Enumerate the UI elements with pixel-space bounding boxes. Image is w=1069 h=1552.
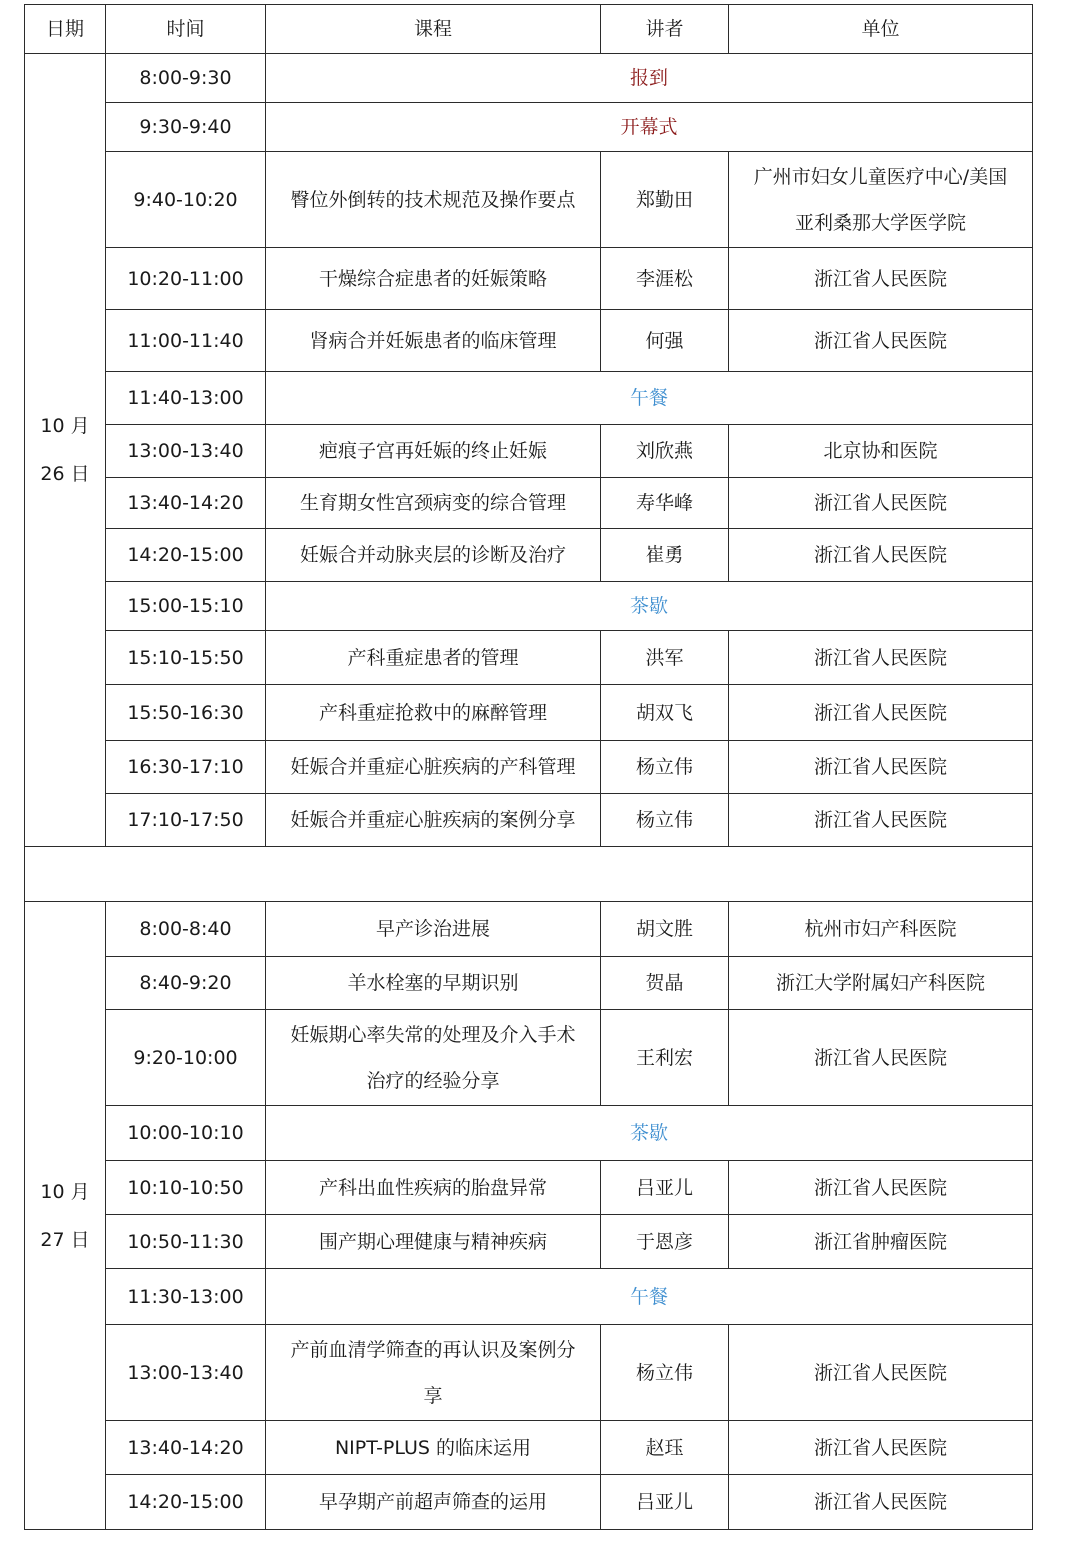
table-row [25,425,1033,478]
date-day: 26 日 [40,463,90,485]
unit-cell: 浙江省人民医院 [729,1325,1033,1421]
unit-cell: 浙江省人民医院 [729,741,1033,794]
unit-cell: 北京协和医院 [729,425,1033,478]
table-row [25,248,1033,310]
unit-cell: 浙江大学附属妇产科医院 [729,957,1033,1010]
table-row [25,1106,1033,1161]
course-cell: 臀位外倒转的技术规范及操作要点 [266,152,601,248]
table-row [25,152,1033,248]
unit-cell: 浙江省人民医院 [729,310,1033,372]
header-unit: 单位 [729,5,1033,54]
schedule-table [24,4,1033,1530]
table-row [25,54,1033,103]
time-cell: 15:00-15:10 [106,582,266,631]
course-cell: 羊水栓塞的早期识别 [266,957,601,1010]
course-cell: 早孕期产前超声筛查的运用 [266,1475,601,1530]
speaker-cell: 胡双飞 [601,685,729,741]
table-row [25,1161,1033,1215]
time-cell: 8:00-9:30 [106,54,266,103]
speaker-cell: 赵珏 [601,1421,729,1475]
unit-cell: 浙江省人民医院 [729,631,1033,685]
time-cell: 10:00-10:10 [106,1106,266,1161]
unit-cell: 浙江省人民医院 [729,1475,1033,1530]
unit-line: 广州市妇女儿童医疗中心/美国 [753,165,1008,188]
time-cell: 13:00-13:40 [106,425,266,478]
course-cell: 干燥综合症患者的妊娠策略 [266,248,601,310]
speaker-cell: 何强 [601,310,729,372]
speaker-cell: 杨立伟 [601,794,729,847]
unit-cell: 浙江省人民医院 [729,1010,1033,1106]
table-row [25,529,1033,582]
speaker-cell: 刘欣燕 [601,425,729,478]
time-cell: 10:20-11:00 [106,248,266,310]
speaker-cell: 于恩彦 [601,1215,729,1269]
course-cell: 妊娠合并重症心脏疾病的产科管理 [266,741,601,794]
course-line: 治疗的经验分享 [366,1069,500,1092]
header-course: 课程 [266,5,601,54]
date-cell-day2 [25,902,106,1530]
spacer-row [25,847,1033,902]
table-row [25,1010,1033,1106]
course-line: 享 [423,1384,443,1407]
course-cell: 妊娠合并重症心脏疾病的案例分享 [266,794,601,847]
table-row [25,685,1033,741]
unit-cell: 浙江省人民医院 [729,478,1033,529]
time-cell: 9:40-10:20 [106,152,266,248]
date-day: 27 日 [40,1228,90,1251]
table-row [25,1269,1033,1325]
event-cell: 茶歇 [266,1106,1033,1161]
unit-line: 亚利桑那大学医学院 [794,211,966,234]
time-cell: 14:20-15:00 [106,1475,266,1530]
table-row [25,478,1033,529]
course-cell: 围产期心理健康与精神疾病 [266,1215,601,1269]
table-row [25,631,1033,685]
course-cell [266,1010,601,1106]
time-cell: 14:20-15:00 [106,529,266,582]
table-row [25,794,1033,847]
spacer-cell [25,847,1033,902]
header-speaker: 讲者 [601,5,729,54]
speaker-cell: 寿华峰 [601,478,729,529]
course-cell: NIPT-PLUS 的临床运用 [266,1421,601,1475]
time-cell: 13:00-13:40 [106,1325,266,1421]
event-cell: 茶歇 [266,582,1033,631]
course-cell: 妊娠合并动脉夹层的诊断及治疗 [266,529,601,582]
speaker-cell: 王利宏 [601,1010,729,1106]
speaker-cell: 胡文胜 [601,902,729,957]
time-cell: 13:40-14:20 [106,478,266,529]
course-cell: 肾病合并妊娠患者的临床管理 [266,310,601,372]
time-cell: 16:30-17:10 [106,741,266,794]
table-row [25,1475,1033,1530]
table-row [25,1215,1033,1269]
course-cell [266,1325,601,1421]
course-cell: 产科出血性疾病的胎盘异常 [266,1161,601,1215]
unit-cell: 浙江省人民医院 [729,685,1033,741]
unit-cell: 浙江省人民医院 [729,248,1033,310]
speaker-cell: 崔勇 [601,529,729,582]
time-cell: 13:40-14:20 [106,1421,266,1475]
time-cell: 11:40-13:00 [106,372,266,425]
speaker-cell: 洪军 [601,631,729,685]
speaker-cell: 吕亚儿 [601,1161,729,1215]
time-cell: 8:00-8:40 [106,902,266,957]
speaker-cell: 郑勤田 [601,152,729,248]
time-cell: 15:10-15:50 [106,631,266,685]
unit-cell: 浙江省人民医院 [729,1421,1033,1475]
event-cell: 午餐 [266,1269,1033,1325]
table-row [25,310,1033,372]
table-row [25,902,1033,957]
time-cell: 10:10-10:50 [106,1161,266,1215]
table-row [25,372,1033,425]
date-cell-day1 [25,54,106,847]
course-line: 妊娠期心率失常的处理及介入手术 [290,1023,576,1046]
speaker-cell: 吕亚儿 [601,1475,729,1530]
time-cell: 10:50-11:30 [106,1215,266,1269]
header-time: 时间 [106,5,266,54]
course-cell: 生育期女性宫颈病变的综合管理 [266,478,601,529]
table-row [25,103,1033,152]
table-row [25,1421,1033,1475]
time-cell: 11:00-11:40 [106,310,266,372]
course-cell: 产科重症抢救中的麻醉管理 [266,685,601,741]
event-cell: 报到 [266,54,1033,103]
unit-cell: 杭州市妇产科医院 [729,902,1033,957]
unit-cell: 浙江省人民医院 [729,794,1033,847]
event-cell: 开幕式 [266,103,1033,152]
time-cell: 8:40-9:20 [106,957,266,1010]
course-cell: 产科重症患者的管理 [266,631,601,685]
table-row [25,957,1033,1010]
table-row [25,741,1033,794]
speaker-cell: 杨立伟 [601,1325,729,1421]
unit-cell: 浙江省人民医院 [729,529,1033,582]
course-cell: 疤痕子宫再妊娠的终止妊娠 [266,425,601,478]
speaker-cell: 贺晶 [601,957,729,1010]
time-cell: 11:30-13:00 [106,1269,266,1325]
time-cell: 15:50-16:30 [106,685,266,741]
time-cell: 9:20-10:00 [106,1010,266,1106]
table-row [25,582,1033,631]
unit-cell: 浙江省肿瘤医院 [729,1215,1033,1269]
header-date: 日期 [25,5,106,54]
course-line: 产前血清学筛查的再认识及案例分 [290,1338,576,1361]
date-month: 10 月 [40,415,90,437]
time-cell: 9:30-9:40 [106,103,266,152]
course-cell: 早产诊治进展 [266,902,601,957]
header-row [25,5,1033,54]
time-cell: 17:10-17:50 [106,794,266,847]
date-month: 10 月 [40,1180,90,1203]
unit-cell [729,152,1033,248]
unit-cell: 浙江省人民医院 [729,1161,1033,1215]
speaker-cell: 杨立伟 [601,741,729,794]
speaker-cell: 李涯松 [601,248,729,310]
event-cell: 午餐 [266,372,1033,425]
table-row [25,1325,1033,1421]
